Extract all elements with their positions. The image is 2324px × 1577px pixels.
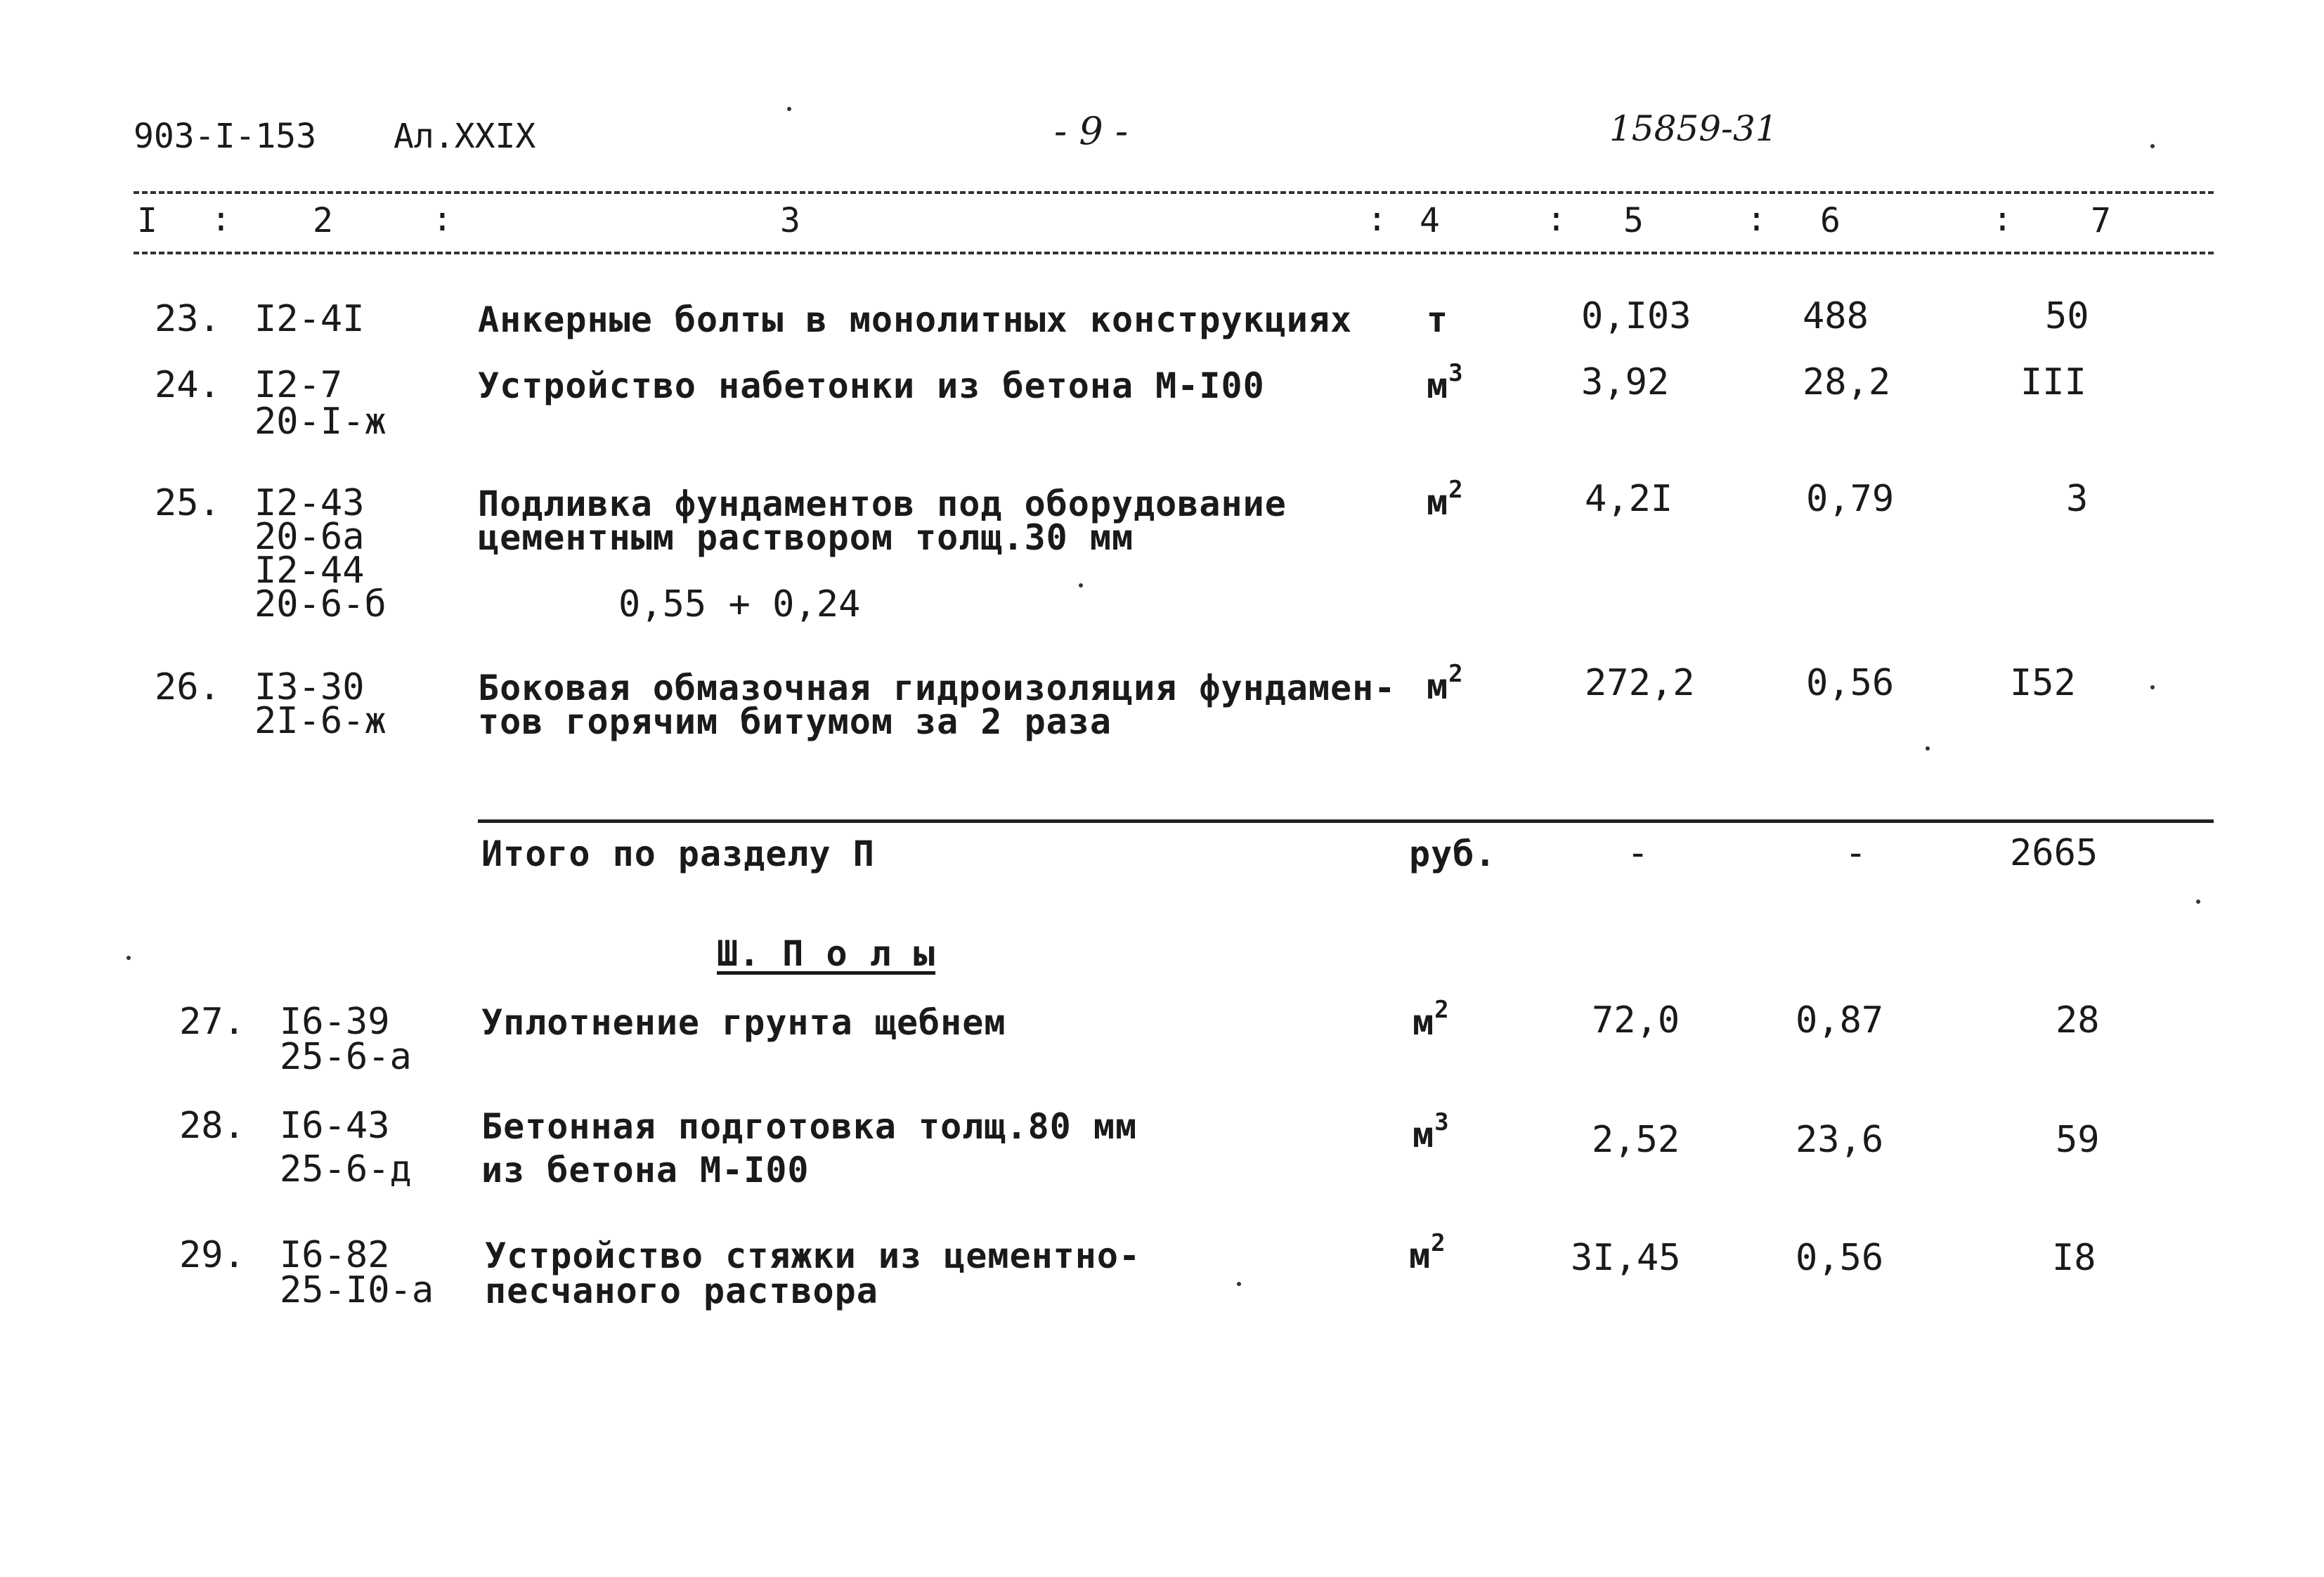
subtotal-quantity: - bbox=[1627, 832, 1649, 874]
section-title: Ш. П о л ы bbox=[717, 933, 936, 974]
col-header-2: 2 bbox=[313, 201, 333, 240]
sheet-label: Ал.XXIX bbox=[394, 117, 536, 156]
row-quantity: 3,92 bbox=[1581, 361, 1670, 403]
subtotal-rule bbox=[478, 819, 2214, 823]
col-separator: : bbox=[1992, 200, 2013, 239]
row-total: 50 bbox=[2045, 295, 2089, 337]
header-bottom-rule bbox=[134, 252, 2214, 254]
row-unit: т bbox=[1427, 299, 1449, 340]
col-separator: : bbox=[211, 200, 231, 239]
row-code: I6-43 bbox=[280, 1105, 390, 1147]
row-price: 23,6 bbox=[1796, 1119, 1884, 1161]
row-code: I6-82 bbox=[280, 1234, 390, 1276]
row-total: 28 bbox=[2056, 999, 2100, 1041]
row-quantity: 272,2 bbox=[1585, 662, 1695, 704]
row-number: 28. bbox=[179, 1105, 245, 1147]
row-code: I2-7 bbox=[254, 364, 343, 406]
row-price: 0,56 bbox=[1806, 662, 1895, 704]
col-header-3: 3 bbox=[780, 201, 800, 240]
header-top-rule bbox=[134, 191, 2214, 194]
row-price: 0,56 bbox=[1796, 1237, 1884, 1279]
row-code: I2-43 bbox=[254, 482, 365, 524]
scan-speck bbox=[1079, 583, 1083, 588]
col-separator: : bbox=[1746, 200, 1767, 239]
row-number: 23. bbox=[155, 298, 221, 340]
row-description: Устройство набетонки из бетона М-I00 bbox=[478, 365, 1265, 406]
col-separator: : bbox=[1367, 200, 1387, 239]
row-unit: $м^3$ bbox=[1427, 359, 1464, 406]
scan-speck bbox=[787, 107, 791, 111]
row-number: 29. bbox=[179, 1234, 245, 1276]
row-unit: $м^2$ bbox=[1427, 660, 1464, 707]
scan-speck bbox=[1926, 746, 1930, 751]
row-price: 488 bbox=[1803, 295, 1869, 337]
subtotal-price: - bbox=[1845, 832, 1867, 874]
row-number: 25. bbox=[155, 482, 221, 524]
row-description: Устройство стяжки из цементно- bbox=[485, 1235, 1141, 1276]
col-header-6: 6 bbox=[1820, 201, 1841, 240]
col-header-5: 5 bbox=[1623, 201, 1644, 240]
row-description: тов горячим битумом за 2 раза bbox=[478, 701, 1112, 742]
subtotal-unit: руб. bbox=[1409, 833, 1497, 874]
col-header-4: 4 bbox=[1420, 201, 1440, 240]
row-description: цементным раствором толщ.30 мм bbox=[478, 517, 1134, 558]
row-price: 28,2 bbox=[1803, 361, 1891, 403]
row-code: I6-39 bbox=[280, 1001, 390, 1043]
row-unit: $м^3$ bbox=[1413, 1108, 1450, 1155]
row-quantity: 4,2I bbox=[1585, 478, 1673, 520]
row-total: III bbox=[2020, 361, 2086, 403]
row-unit: $м^2$ bbox=[1427, 476, 1464, 523]
row-code: I3-30 bbox=[254, 666, 365, 708]
row-code: 25-I0-а bbox=[280, 1269, 434, 1311]
row-number: 24. bbox=[155, 364, 221, 406]
row-code: 20-6а bbox=[254, 516, 365, 558]
row-code: 20-6-б bbox=[254, 583, 387, 625]
row-code: 25-6-а bbox=[280, 1036, 412, 1078]
row-description: Бетонная подготовка толщ.80 мм bbox=[481, 1106, 1138, 1147]
row-price: 0,79 bbox=[1806, 478, 1895, 520]
row-quantity: 2,52 bbox=[1592, 1119, 1680, 1161]
row-formula: 0,55 + 0,24 bbox=[618, 583, 861, 625]
row-unit: $м^2$ bbox=[1409, 1229, 1446, 1276]
row-number: 27. bbox=[179, 1001, 245, 1043]
row-code: I2-4I bbox=[254, 298, 365, 340]
row-description: песчаного раствора bbox=[485, 1271, 878, 1311]
col-header-1: I bbox=[137, 201, 157, 240]
row-description: Боковая обмазочная гидроизоляция фундамен- bbox=[478, 668, 1396, 708]
row-price: 0,87 bbox=[1796, 999, 1884, 1041]
row-code: I2-44 bbox=[254, 550, 365, 592]
subtotal-total: 2665 bbox=[2010, 832, 2098, 874]
scan-speck bbox=[1237, 1282, 1241, 1286]
page-number: - 9 - bbox=[1054, 109, 1129, 153]
scan-speck bbox=[2196, 900, 2200, 904]
col-separator: : bbox=[1546, 200, 1566, 239]
row-quantity: 3I,45 bbox=[1571, 1237, 1681, 1279]
row-quantity: 0,I03 bbox=[1581, 295, 1692, 337]
scan-speck bbox=[2150, 685, 2155, 689]
row-description: из бетона М-I00 bbox=[481, 1150, 810, 1190]
scan-speck bbox=[126, 956, 131, 960]
row-code: 20-I-ж bbox=[254, 401, 387, 443]
row-description: Подливка фундаментов под оборудование bbox=[478, 484, 1287, 524]
row-code: 2I-6-ж bbox=[254, 700, 387, 742]
row-total: 59 bbox=[2056, 1119, 2100, 1161]
scan-speck bbox=[2150, 144, 2155, 148]
row-total: I8 bbox=[2052, 1237, 2096, 1279]
col-separator: : bbox=[432, 200, 453, 239]
document-code: 903-I-153 bbox=[134, 117, 317, 156]
row-code: 25-6-д bbox=[280, 1148, 412, 1190]
row-quantity: 72,0 bbox=[1592, 999, 1680, 1041]
row-number: 26. bbox=[155, 666, 221, 708]
row-unit: $м^2$ bbox=[1413, 996, 1450, 1043]
doc-number: 15859-31 bbox=[1609, 108, 1778, 149]
subtotal-label: Итого по разделу П bbox=[481, 833, 875, 874]
row-description: Уплотнение грунта щебнем bbox=[481, 1002, 1006, 1043]
row-total: I52 bbox=[2010, 662, 2076, 704]
row-total: 3 bbox=[2066, 478, 2089, 520]
row-description: Анкерные болты в монолитных конструкциях bbox=[478, 299, 1353, 340]
col-header-7: 7 bbox=[2091, 201, 2111, 240]
